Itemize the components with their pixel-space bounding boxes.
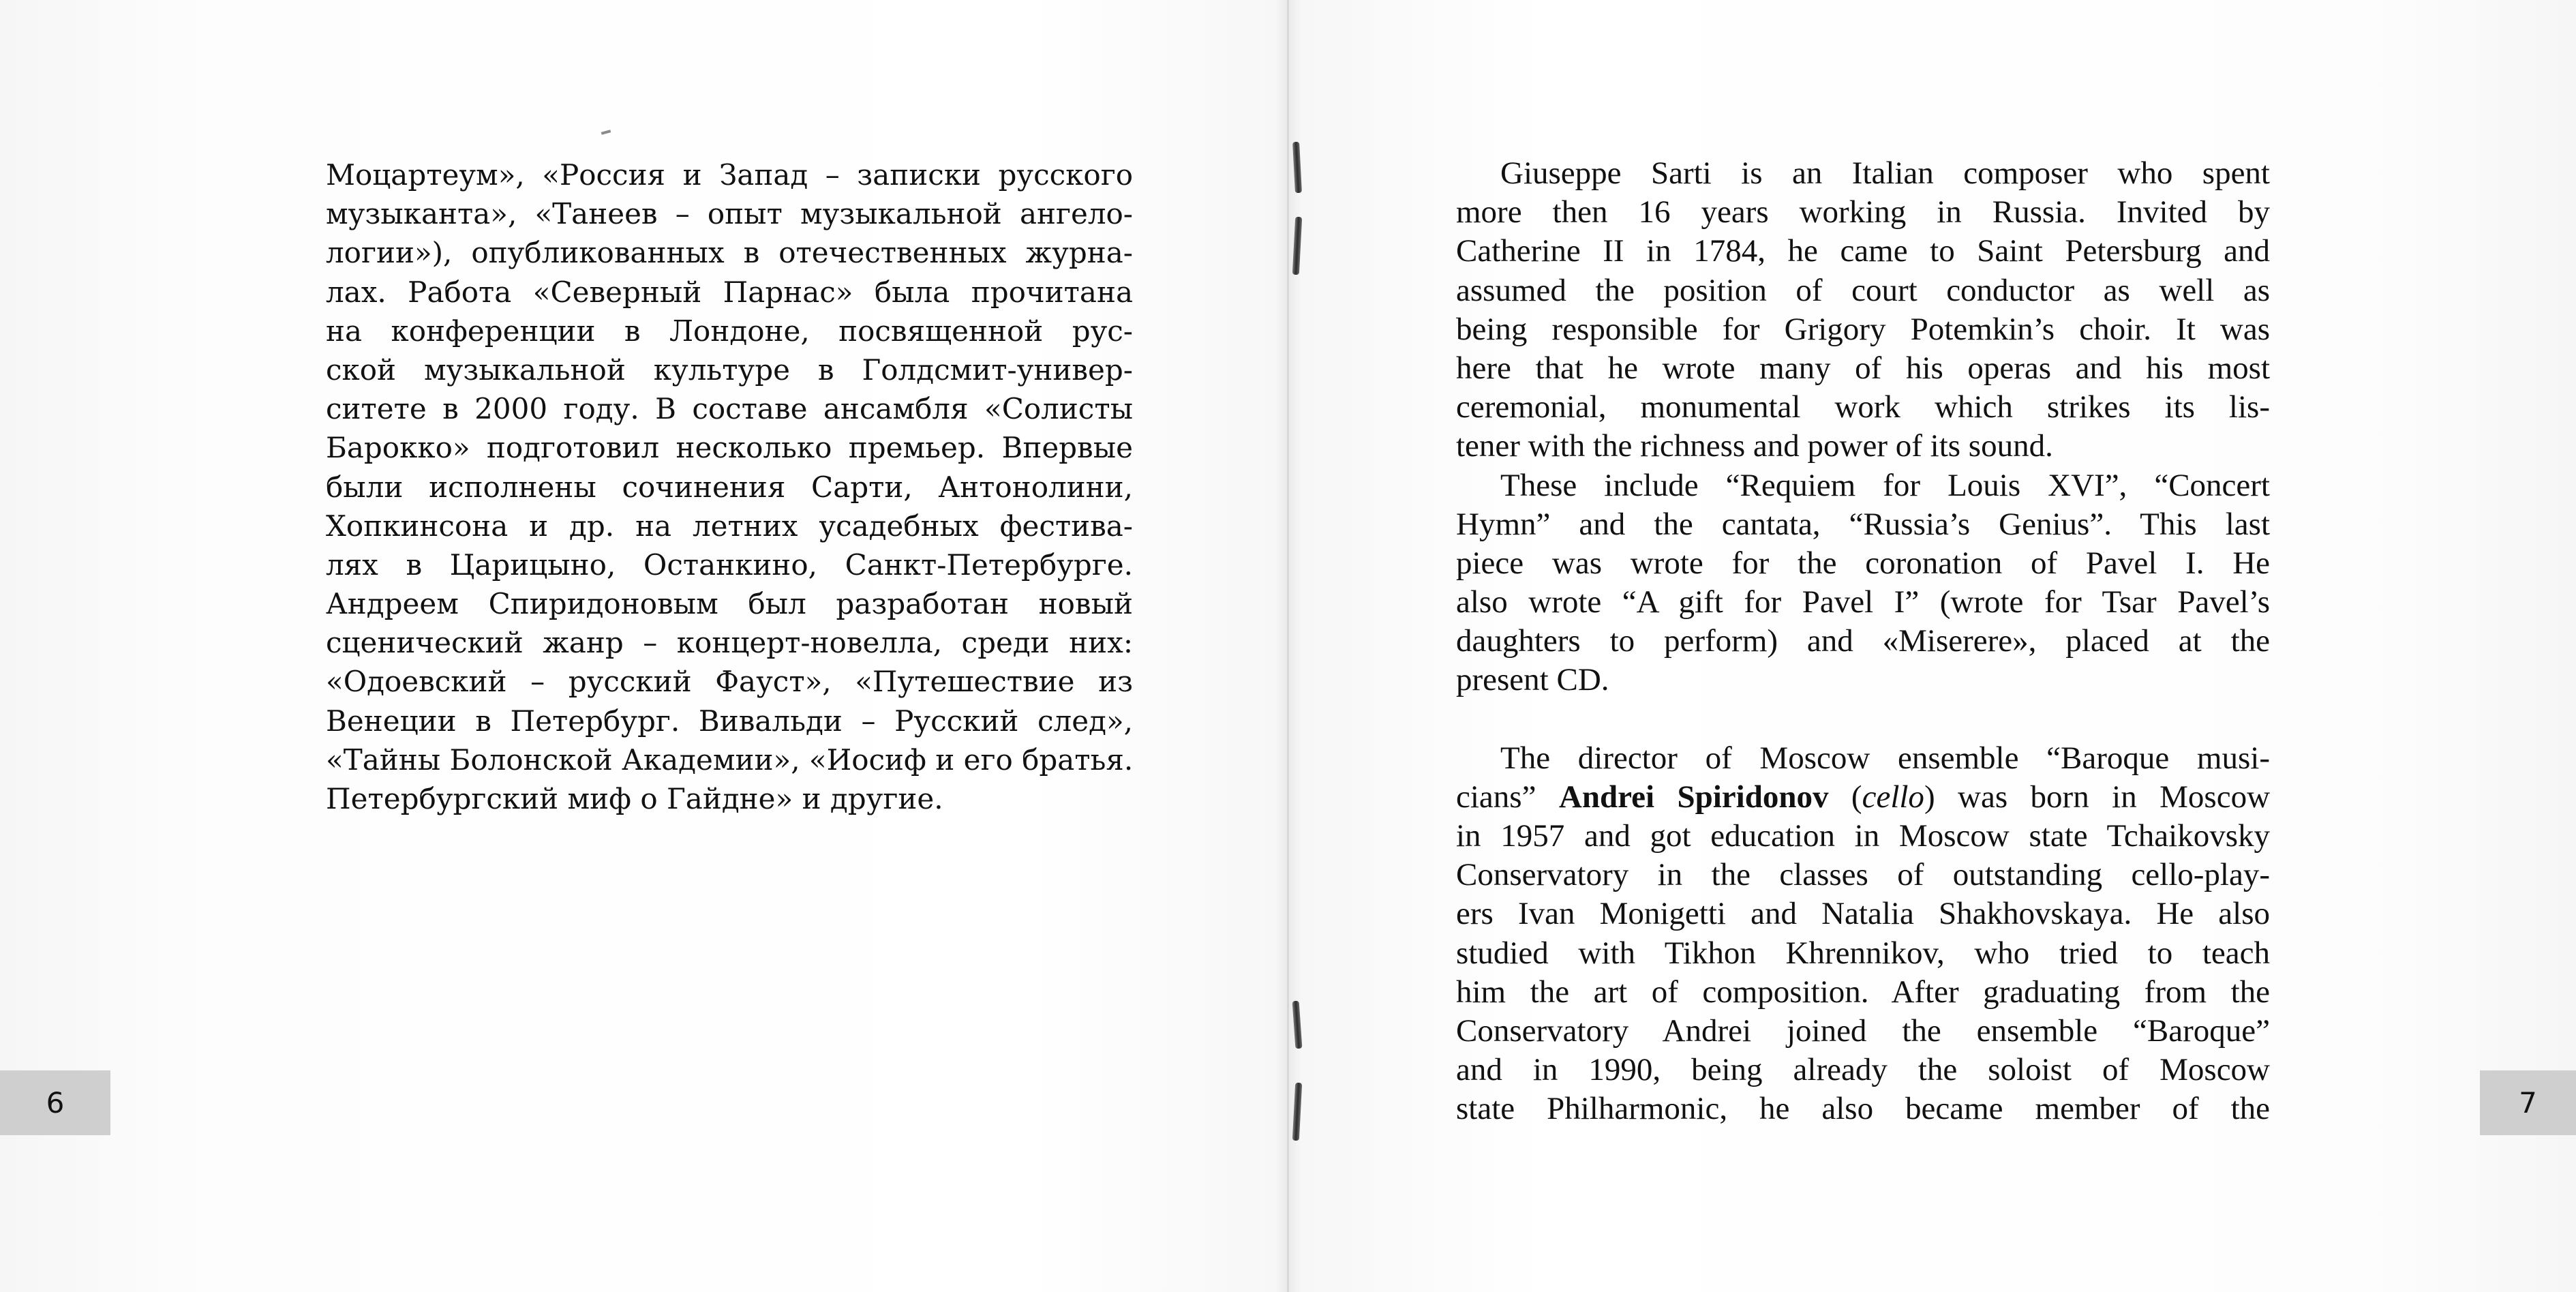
text-line: assumed the position of court conductor as well as	[1456, 272, 2270, 308]
text-line: ситете в 2000 году. В составе ансамбля «Солисты	[326, 392, 1133, 426]
text-line: more then 16 years working in Russia. Invited by	[1456, 194, 2270, 230]
page-number-right: 7	[2480, 1070, 2576, 1135]
text-line: ers Ivan Monigetti and Natalia Shakhovskaya. He also	[1456, 896, 2270, 932]
text-line: also wrote “A gift for Pavel I” (wrote for Tsar Pavel’s	[1456, 584, 2270, 620]
text-line: Андреем Спиридоновым был разработан новый	[326, 587, 1133, 621]
text-line: лях в Царицыно, Останкино, Санкт-Петербурге.	[326, 547, 1133, 582]
left-page	[0, 0, 1287, 1292]
text-line: лах. Работа «Северный Парнас» была прочитана	[326, 275, 1133, 309]
text-line: in 1957 and got education in Moscow state Tchaikovsky	[1456, 818, 2270, 854]
text-line: Петербургский миф о Гайдне» и другие.	[326, 782, 943, 815]
text-line: сценический жанр – концерт-новелла, среди них:	[326, 626, 1133, 660]
text-line: логии»), опубликованных в отечественных журна-	[326, 236, 1133, 270]
english-text-block	[1456, 154, 2270, 1129]
text-line: daughters to perform) and «Miserere», placed at the	[1456, 623, 2270, 659]
text-line: here that he wrote many of his operas and his most	[1456, 350, 2270, 386]
text-line: These include “Requiem for Louis XVI”, “Concert	[1500, 467, 2270, 503]
text-line: being responsible for Grigory Potemkin’s choir. It was	[1456, 311, 2270, 347]
text-line: Conservatory Andrei joined the ensemble “Baroque”	[1456, 1012, 2270, 1049]
text-line: Giuseppe Sarti is an Italian composer who spent	[1500, 155, 2270, 191]
text-line: him the art of composition. After graduating from the	[1456, 974, 2270, 1010]
text-line: Барокко» подготовил несколько премьер. Впервые	[326, 431, 1133, 465]
text-line: tener with the richness and power of its sound.	[1456, 428, 2053, 464]
text-line: Conservatory in the classes of outstanding cello-play-	[1456, 857, 2270, 893]
text-line: музыканта», «Танеев – опыт музыкальной ангело-	[326, 197, 1133, 231]
text-line: Catherine II in 1784, he came to Saint Petersburg and	[1456, 233, 2270, 269]
text-line: ской музыкальной культуре в Голдсмит-универ-	[326, 352, 1133, 387]
text-line: Венеции в Петербург. Вивальди – Русский след»,	[326, 704, 1133, 738]
text-line: present CD.	[1456, 662, 1609, 698]
text-line: на конференции в Лондоне, посвященной рус-	[326, 314, 1133, 348]
paragraph-gap	[1456, 700, 2270, 739]
text-line: Hymn” and the cantata, “Russia’s Genius”. This last	[1456, 506, 2270, 542]
text-fragment: ) was born in Moscow	[1924, 779, 2270, 815]
text-line: studied with Tikhon Khrennikov, who tried to teach	[1456, 935, 2270, 971]
instrument-name: cello	[1862, 779, 1924, 815]
ink-speck	[601, 130, 611, 134]
text-line: state Philharmonic, he also became member of the	[1456, 1091, 2270, 1127]
performer-name: Andrei Spiridonov	[1558, 779, 1829, 815]
text-fragment: cians”	[1456, 779, 1559, 815]
text-line: Хопкинсона и др. на летних усадебных фестива-	[326, 509, 1133, 543]
text-fragment: (	[1828, 779, 1862, 815]
russian-text-block	[326, 155, 1133, 818]
text-line: «Одоевский – русский Фауст», «Путешествие из	[326, 665, 1133, 699]
text-line	[1456, 778, 2270, 817]
text-line: Моцартеум», «Россия и Запад – записки русского	[326, 158, 1133, 192]
text-line: The director of Moscow ensemble “Baroque musi-	[1500, 740, 2270, 776]
page-number-left: 6	[0, 1070, 110, 1135]
text-line: были исполнены сочинения Сарти, Антонолини,	[326, 470, 1133, 504]
text-line: ceremonial, monumental work which strikes its lis-	[1456, 389, 2270, 425]
text-line: piece was wrote for the coronation of Pavel I. He	[1456, 545, 2270, 581]
text-line: «Тайны Болонской Академии», «Иосиф и его братья.	[326, 742, 1133, 777]
text-line: and in 1990, being already the soloist of Moscow	[1456, 1052, 2270, 1088]
